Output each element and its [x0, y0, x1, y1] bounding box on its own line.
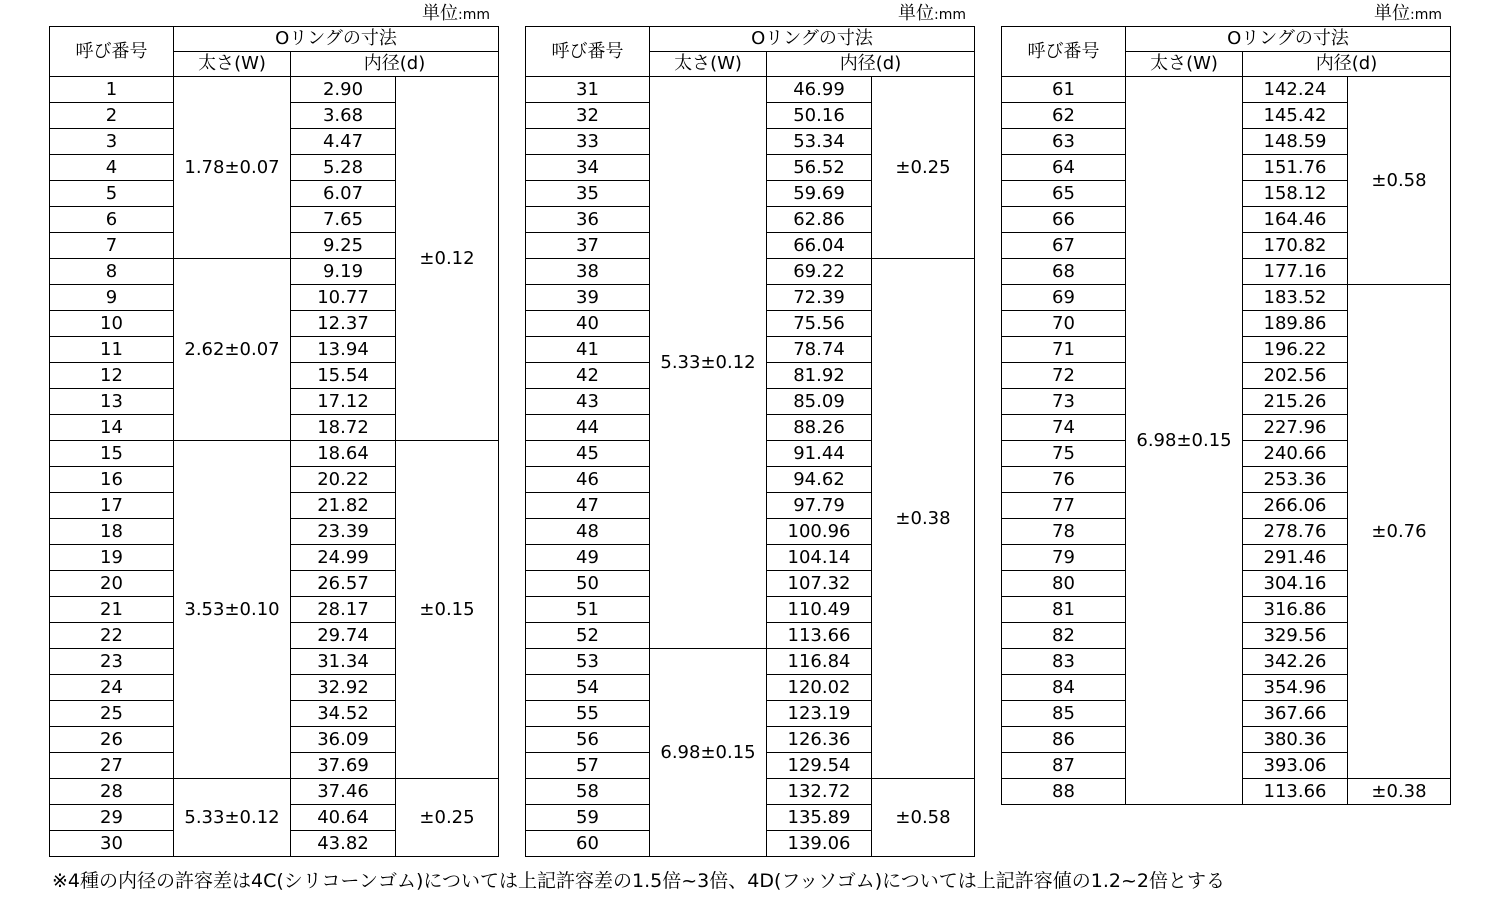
- tolerance-value: ±0.58: [872, 779, 975, 857]
- header-inner-diameter: 内径(d): [767, 52, 975, 77]
- unit-label-text: 単位: [898, 3, 934, 24]
- unit-value: mm: [462, 7, 490, 23]
- nominal-number: 27: [50, 753, 174, 779]
- nominal-number: 18: [50, 519, 174, 545]
- nominal-number: 22: [50, 623, 174, 649]
- nominal-number: 71: [1002, 337, 1126, 363]
- inner-diameter-value: 36.09: [291, 727, 396, 753]
- inner-diameter-value: 304.16: [1243, 571, 1348, 597]
- inner-diameter-value: 56.52: [767, 155, 872, 181]
- inner-diameter-value: 43.82: [291, 831, 396, 857]
- inner-diameter-value: 32.92: [291, 675, 396, 701]
- inner-diameter-value: 107.32: [767, 571, 872, 597]
- unit-label-3: 単位:mm: [1374, 3, 1442, 24]
- nominal-number: 36: [526, 207, 650, 233]
- nominal-number: 3: [50, 129, 174, 155]
- inner-diameter-value: 2.90: [291, 77, 396, 103]
- inner-diameter-value: 91.44: [767, 441, 872, 467]
- inner-diameter-value: 291.46: [1243, 545, 1348, 571]
- inner-diameter-value: 62.86: [767, 207, 872, 233]
- inner-diameter-value: 85.09: [767, 389, 872, 415]
- inner-diameter-value: 17.12: [291, 389, 396, 415]
- inner-diameter-value: 148.59: [1243, 129, 1348, 155]
- nominal-number: 43: [526, 389, 650, 415]
- inner-diameter-value: 253.36: [1243, 467, 1348, 493]
- inner-diameter-value: 329.56: [1243, 623, 1348, 649]
- inner-diameter-value: 158.12: [1243, 181, 1348, 207]
- o-ring-table-2: [525, 26, 975, 857]
- nominal-number: 65: [1002, 181, 1126, 207]
- nominal-number: 2: [50, 103, 174, 129]
- inner-diameter-value: 110.49: [767, 597, 872, 623]
- header-nominal: 呼び番号: [526, 27, 650, 77]
- nominal-number: 1: [50, 77, 174, 103]
- nominal-number: 12: [50, 363, 174, 389]
- nominal-number: 68: [1002, 259, 1126, 285]
- nominal-number: 55: [526, 701, 650, 727]
- tolerance-value: ±0.15: [396, 441, 499, 779]
- nominal-number: 80: [1002, 571, 1126, 597]
- nominal-number: 70: [1002, 311, 1126, 337]
- inner-diameter-value: 3.68: [291, 103, 396, 129]
- nominal-number: 75: [1002, 441, 1126, 467]
- inner-diameter-value: 81.92: [767, 363, 872, 389]
- table-row: [50, 779, 499, 805]
- inner-diameter-value: 189.86: [1243, 311, 1348, 337]
- inner-diameter-value: 9.19: [291, 259, 396, 285]
- nominal-number: 60: [526, 831, 650, 857]
- inner-diameter-value: 20.22: [291, 467, 396, 493]
- inner-diameter-value: 12.37: [291, 311, 396, 337]
- nominal-number: 20: [50, 571, 174, 597]
- inner-diameter-value: 7.65: [291, 207, 396, 233]
- header-width: 太さ(W): [174, 52, 291, 77]
- inner-diameter-value: 183.52: [1243, 285, 1348, 311]
- nominal-number: 13: [50, 389, 174, 415]
- inner-diameter-value: 53.34: [767, 129, 872, 155]
- nominal-number: 31: [526, 77, 650, 103]
- inner-diameter-value: 215.26: [1243, 389, 1348, 415]
- nominal-number: 8: [50, 259, 174, 285]
- nominal-number: 24: [50, 675, 174, 701]
- nominal-number: 47: [526, 493, 650, 519]
- inner-diameter-value: 23.39: [291, 519, 396, 545]
- inner-diameter-value: 37.69: [291, 753, 396, 779]
- inner-diameter-value: 113.66: [1243, 779, 1348, 805]
- nominal-number: 53: [526, 649, 650, 675]
- nominal-number: 21: [50, 597, 174, 623]
- nominal-number: 17: [50, 493, 174, 519]
- inner-diameter-value: 316.86: [1243, 597, 1348, 623]
- inner-diameter-value: 4.47: [291, 129, 396, 155]
- inner-diameter-value: 31.34: [291, 649, 396, 675]
- nominal-number: 67: [1002, 233, 1126, 259]
- header-dimensions: Oリングの寸法: [1126, 27, 1451, 52]
- nominal-number: 45: [526, 441, 650, 467]
- nominal-number: 40: [526, 311, 650, 337]
- width-value: 2.62±0.07: [174, 259, 291, 441]
- unit-label-2: 単位:mm: [898, 3, 966, 24]
- inner-diameter-value: 88.26: [767, 415, 872, 441]
- nominal-number: 6: [50, 207, 174, 233]
- inner-diameter-value: 69.22: [767, 259, 872, 285]
- tolerance-value: ±0.58: [1348, 77, 1451, 285]
- inner-diameter-value: 367.66: [1243, 701, 1348, 727]
- nominal-number: 29: [50, 805, 174, 831]
- inner-diameter-value: 18.72: [291, 415, 396, 441]
- nominal-number: 49: [526, 545, 650, 571]
- nominal-number: 23: [50, 649, 174, 675]
- inner-diameter-value: 202.56: [1243, 363, 1348, 389]
- inner-diameter-value: 97.79: [767, 493, 872, 519]
- nominal-number: 14: [50, 415, 174, 441]
- nominal-number: 44: [526, 415, 650, 441]
- table-row: [50, 441, 499, 467]
- inner-diameter-value: 5.28: [291, 155, 396, 181]
- nominal-number: 51: [526, 597, 650, 623]
- inner-diameter-value: 104.14: [767, 545, 872, 571]
- table-row: [50, 77, 499, 103]
- inner-diameter-value: 9.25: [291, 233, 396, 259]
- nominal-number: 81: [1002, 597, 1126, 623]
- inner-diameter-value: 278.76: [1243, 519, 1348, 545]
- inner-diameter-value: 177.16: [1243, 259, 1348, 285]
- nominal-number: 78: [1002, 519, 1126, 545]
- nominal-number: 85: [1002, 701, 1126, 727]
- nominal-number: 10: [50, 311, 174, 337]
- tolerance-value: ±0.38: [1348, 779, 1451, 805]
- tolerance-value: ±0.25: [872, 77, 975, 259]
- inner-diameter-value: 113.66: [767, 623, 872, 649]
- nominal-number: 28: [50, 779, 174, 805]
- unit-label-text: 単位: [422, 3, 458, 24]
- nominal-number: 48: [526, 519, 650, 545]
- nominal-number: 62: [1002, 103, 1126, 129]
- nominal-number: 57: [526, 753, 650, 779]
- inner-diameter-value: 50.16: [767, 103, 872, 129]
- nominal-number: 35: [526, 181, 650, 207]
- inner-diameter-value: 34.52: [291, 701, 396, 727]
- inner-diameter-value: 116.84: [767, 649, 872, 675]
- nominal-number: 61: [1002, 77, 1126, 103]
- nominal-number: 38: [526, 259, 650, 285]
- nominal-number: 50: [526, 571, 650, 597]
- inner-diameter-value: 227.96: [1243, 415, 1348, 441]
- inner-diameter-value: 100.96: [767, 519, 872, 545]
- nominal-number: 79: [1002, 545, 1126, 571]
- nominal-number: 33: [526, 129, 650, 155]
- inner-diameter-value: 240.66: [1243, 441, 1348, 467]
- tolerance-value: ±0.25: [396, 779, 499, 857]
- nominal-number: 86: [1002, 727, 1126, 753]
- inner-diameter-value: 40.64: [291, 805, 396, 831]
- unit-label-text: 単位: [1374, 3, 1410, 24]
- inner-diameter-value: 120.02: [767, 675, 872, 701]
- nominal-number: 5: [50, 181, 174, 207]
- nominal-number: 34: [526, 155, 650, 181]
- tolerance-value: ±0.76: [1348, 285, 1451, 779]
- inner-diameter-value: 142.24: [1243, 77, 1348, 103]
- nominal-number: 87: [1002, 753, 1126, 779]
- width-value: 6.98±0.15: [650, 649, 767, 857]
- nominal-number: 25: [50, 701, 174, 727]
- unit-value: mm: [938, 7, 966, 23]
- nominal-number: 76: [1002, 467, 1126, 493]
- inner-diameter-value: 46.99: [767, 77, 872, 103]
- header-nominal: 呼び番号: [1002, 27, 1126, 77]
- header-dimensions: Oリングの寸法: [650, 27, 975, 52]
- nominal-number: 74: [1002, 415, 1126, 441]
- nominal-number: 9: [50, 285, 174, 311]
- nominal-number: 15: [50, 441, 174, 467]
- header-nominal: 呼び番号: [50, 27, 174, 77]
- inner-diameter-value: 13.94: [291, 337, 396, 363]
- nominal-number: 39: [526, 285, 650, 311]
- inner-diameter-value: 132.72: [767, 779, 872, 805]
- nominal-number: 7: [50, 233, 174, 259]
- header-width: 太さ(W): [1126, 52, 1243, 77]
- footnote: ※4種の内径の許容差は4C(シリコーンゴム)については上記許容差の1.5倍~3倍、4D(フッソゴム)については上記許容値の1.2~2倍とする: [52, 870, 1225, 892]
- inner-diameter-value: 21.82: [291, 493, 396, 519]
- nominal-number: 41: [526, 337, 650, 363]
- nominal-number: 32: [526, 103, 650, 129]
- inner-diameter-value: 24.99: [291, 545, 396, 571]
- inner-diameter-value: 123.19: [767, 701, 872, 727]
- nominal-number: 16: [50, 467, 174, 493]
- inner-diameter-value: 164.46: [1243, 207, 1348, 233]
- nominal-number: 58: [526, 779, 650, 805]
- inner-diameter-value: 266.06: [1243, 493, 1348, 519]
- inner-diameter-value: 126.36: [767, 727, 872, 753]
- nominal-number: 52: [526, 623, 650, 649]
- width-value: 5.33±0.12: [650, 77, 767, 649]
- nominal-number: 59: [526, 805, 650, 831]
- nominal-number: 77: [1002, 493, 1126, 519]
- nominal-number: 69: [1002, 285, 1126, 311]
- inner-diameter-value: 37.46: [291, 779, 396, 805]
- inner-diameter-value: 66.04: [767, 233, 872, 259]
- inner-diameter-value: 151.76: [1243, 155, 1348, 181]
- tolerance-value: ±0.12: [396, 77, 499, 441]
- nominal-number: 30: [50, 831, 174, 857]
- nominal-number: 54: [526, 675, 650, 701]
- nominal-number: 84: [1002, 675, 1126, 701]
- width-value: 3.53±0.10: [174, 441, 291, 779]
- nominal-number: 73: [1002, 389, 1126, 415]
- o-ring-table-3: [1001, 26, 1451, 805]
- header-inner-diameter: 内径(d): [291, 52, 499, 77]
- width-value: 1.78±0.07: [174, 77, 291, 259]
- inner-diameter-value: 354.96: [1243, 675, 1348, 701]
- nominal-number: 83: [1002, 649, 1126, 675]
- width-value: 6.98±0.15: [1126, 77, 1243, 805]
- o-ring-table-1: [49, 26, 499, 857]
- inner-diameter-value: 170.82: [1243, 233, 1348, 259]
- inner-diameter-value: 393.06: [1243, 753, 1348, 779]
- inner-diameter-value: 380.36: [1243, 727, 1348, 753]
- unit-label-1: 単位:mm: [422, 3, 490, 24]
- nominal-number: 63: [1002, 129, 1126, 155]
- table-row: [526, 77, 975, 103]
- inner-diameter-value: 135.89: [767, 805, 872, 831]
- inner-diameter-value: 196.22: [1243, 337, 1348, 363]
- nominal-number: 4: [50, 155, 174, 181]
- nominal-number: 88: [1002, 779, 1126, 805]
- nominal-number: 46: [526, 467, 650, 493]
- nominal-number: 72: [1002, 363, 1126, 389]
- nominal-number: 66: [1002, 207, 1126, 233]
- nominal-number: 82: [1002, 623, 1126, 649]
- nominal-number: 37: [526, 233, 650, 259]
- inner-diameter-value: 129.54: [767, 753, 872, 779]
- inner-diameter-value: 75.56: [767, 311, 872, 337]
- inner-diameter-value: 6.07: [291, 181, 396, 207]
- inner-diameter-value: 342.26: [1243, 649, 1348, 675]
- inner-diameter-value: 139.06: [767, 831, 872, 857]
- inner-diameter-value: 29.74: [291, 623, 396, 649]
- nominal-number: 56: [526, 727, 650, 753]
- nominal-number: 26: [50, 727, 174, 753]
- inner-diameter-value: 72.39: [767, 285, 872, 311]
- header-width: 太さ(W): [650, 52, 767, 77]
- inner-diameter-value: 15.54: [291, 363, 396, 389]
- inner-diameter-value: 10.77: [291, 285, 396, 311]
- inner-diameter-value: 145.42: [1243, 103, 1348, 129]
- unit-value: mm: [1414, 7, 1442, 23]
- nominal-number: 11: [50, 337, 174, 363]
- inner-diameter-value: 78.74: [767, 337, 872, 363]
- nominal-number: 19: [50, 545, 174, 571]
- nominal-number: 42: [526, 363, 650, 389]
- header-dimensions: Oリングの寸法: [174, 27, 499, 52]
- tolerance-value: ±0.38: [872, 259, 975, 779]
- inner-diameter-value: 28.17: [291, 597, 396, 623]
- table-row: [1002, 77, 1451, 103]
- header-inner-diameter: 内径(d): [1243, 52, 1451, 77]
- inner-diameter-value: 26.57: [291, 571, 396, 597]
- nominal-number: 64: [1002, 155, 1126, 181]
- width-value: 5.33±0.12: [174, 779, 291, 857]
- inner-diameter-value: 59.69: [767, 181, 872, 207]
- inner-diameter-value: 94.62: [767, 467, 872, 493]
- inner-diameter-value: 18.64: [291, 441, 396, 467]
